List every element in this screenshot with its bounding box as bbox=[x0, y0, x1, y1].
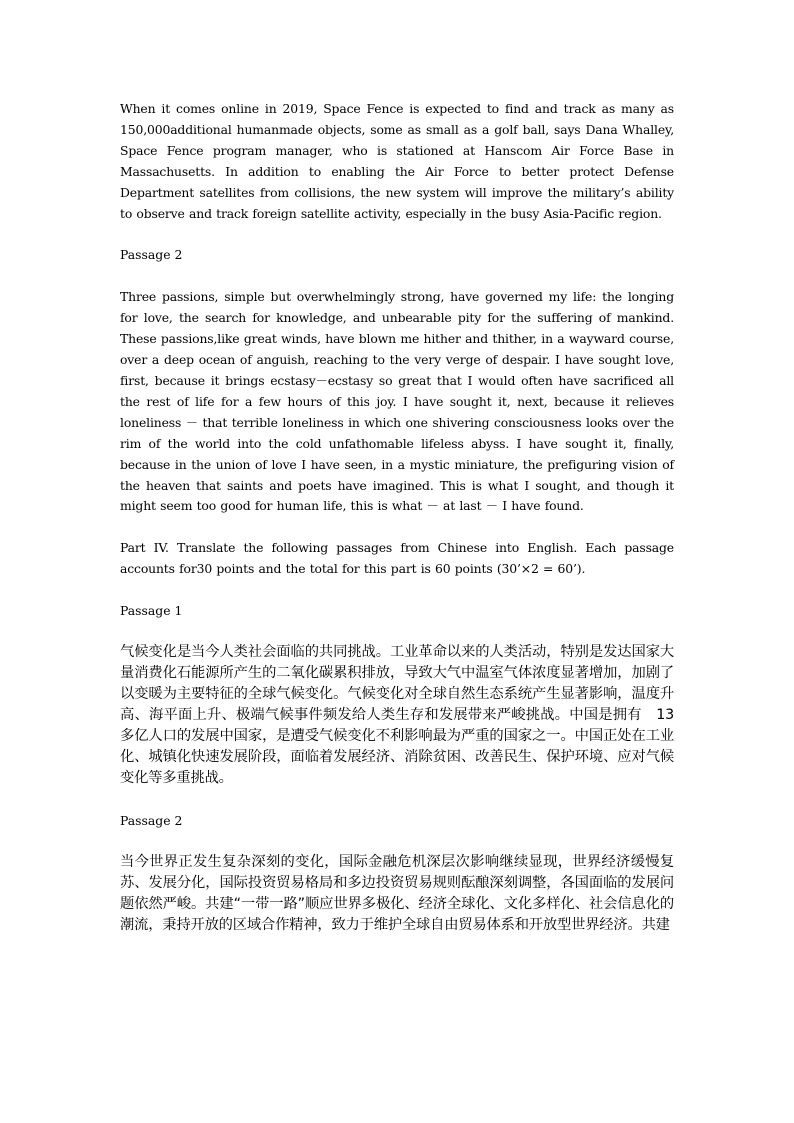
part-4-instructions: Part IV. Translate the following passages from Chinese into English. Each passage accounts for30 points and the total for this part is 60 points (30’×2 = 60’). bbox=[120, 540, 674, 577]
belt-and-road-paragraph: 当今世界正发生复杂深刻的变化，国际金融危机深层次影响继续显现，世界经济缓慢复苏、发展分化，国际投资贸易格局和多边投资贸易规则酝酿深刻调整，各国面临的发展问题依然严峻。共建“一带一路”顺应世界多极化、经济全球化、文化多样化、社会信息化的潮流，秉持开放的区域合作精神，致力于维护全球自由贸易体系和开放型世界经济。共建 bbox=[120, 853, 674, 933]
spacer bbox=[120, 517, 674, 538]
passage-2-heading-zh: Passage 2 bbox=[120, 813, 183, 829]
document-page bbox=[120, 99, 674, 936]
climate-change-paragraph: 气候变化是当今人类社会面临的共同挑战。工业革命以来的人类活动，特别是发达国家大量消费化石能源所产生的二氧化碳累积排放，导致大气中温室气体浓度显著增加，加剧了以变暖为主要特征的全球气候变化。气候变化对全球自然生态系统产生显著影响，温度升高、海平面上升、极端气候事件频发给人类生存和发展带来严峻挑战。中国是拥有 13 多亿人口的发展中国家，是遭受气候变化不利影响最为严重的国家之一。中国正处在工业化、城镇化快速发展阶段，面临着发展经济、消除贫困、改善民生、保护环境、应对气候变化等多重挑战。 bbox=[120, 644, 674, 787]
space-fence-paragraph: When it comes online in 2019, Space Fence is expected to find and track as many as 150,000additional humanmade objects, some as small as a golf ball, says Dana Whalley, Space Fence program manager, who is stationed at Hanscom Air Force Base in Massachusetts. In addition to enabling the Air Force to better protect Defense Department satellites from collisions, the new system will improve the military’s ability to observe and track foreign satellite activity, especially in the busy Asia-Pacific region. bbox=[120, 101, 674, 221]
spacer bbox=[120, 789, 674, 811]
passage-2-heading: Passage 2 bbox=[120, 247, 183, 263]
spacer bbox=[120, 832, 674, 852]
three-passions-paragraph: Three passions, simple but overwhelmingly strong, have governed my life: the longing for love, the search for knowledge, and unbearable pity for the suffering of mankind. These passions,like great winds, have blown me hither and thither, in a wayward course, over a deep ocean of anguish, reaching to the very verge of despair. I have sought love, first, because it brings ecstasy－ecstasy so great that I would often have sacrificed all the rest of life for a few hours of this joy. I have sought it, next, because it relieves loneliness － that terrible loneliness in which one shivering consciousness looks over the rim of the world into the cold unfathomable lifeless abyss. I have sought it, finally, because in the union of love I have seen, in a mystic miniature, the prefiguring vision of the heaven that saints and poets have imagined. This is what I sought, and though it might seem too good for human life, this is what － at last － I have found. bbox=[120, 289, 674, 514]
spacer bbox=[120, 266, 674, 287]
spacer bbox=[120, 622, 674, 642]
spacer bbox=[120, 580, 674, 601]
spacer bbox=[120, 224, 674, 245]
passage-1-heading: Passage 1 bbox=[120, 603, 183, 619]
